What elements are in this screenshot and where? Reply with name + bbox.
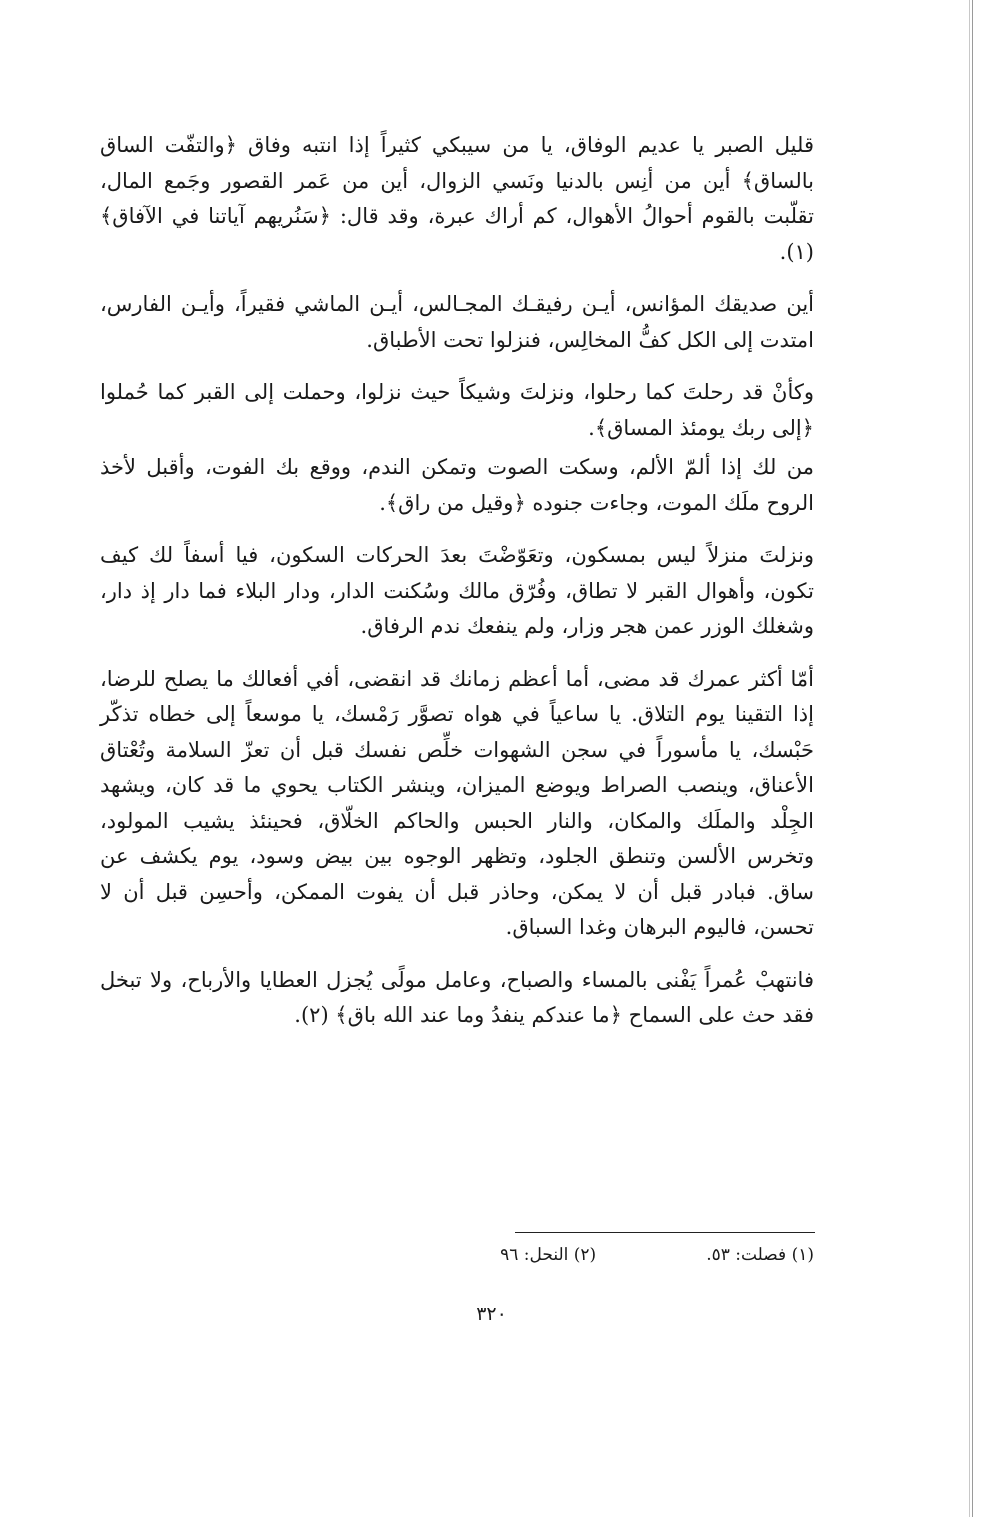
paragraph-2: أين صديقك المؤانس، أيـن رفيقـك المجـالس، أيـن الماشي فقيراً، وأيـن الفارس، امتدت إلى الكل كفُّ المخالِس، فنزلوا تحت الأطباق. bbox=[100, 292, 814, 352]
paragraph-1: قليل الصبر يا عديم الوفاق، يا من سيبكي كثيراً إذا انتبه وفاق ﴿والتفّت الساق بالساق﴾ أين من أنِس بالدنيا ونَسي الزوال، أين من عَمر القصور وجَمع المال، تقلّبت بالقوم أحوالُ الأهوال، كم أراك عبرة، وقد قال: ﴿سَنُريهم آياتنا في الآفاق﴾ (١). bbox=[100, 133, 814, 264]
paragraph-5: ونزلتَ منزلاً ليس بمسكون، وتعَوّضْتَ بعدَ الحركات السكون، فيا أسفاً لك كيف تكون، وأهوال القبر لا تطاق، وفُرّق مالك وسُكنت الدار، ودار البلاء فما دار إذ دار، وشغلك الوزر عمن هجر وزار، ولم ينفعك ندم الرفاق. bbox=[100, 543, 814, 638]
paragraph-3: وكأنْ قد رحلتَ كما رحلوا، ونزلتَ وشيكاً حيث نزلوا، وحملت إلى القبر كما حُملوا ﴿إلى ربك يومئذ المساق﴾. bbox=[100, 380, 814, 440]
footnote-separator bbox=[515, 1232, 815, 1233]
page-edge-line-inner bbox=[969, 0, 970, 1517]
paragraph-7: فانتهبْ عُمراً يَفْنى بالمساء والصباح، وعامل مولًى يُجزل العطايا والأرباح، ولا تبخل فقد حث على السماح ﴿ما عندكم ينفدُ وما عند الله باق﴾ (٢). bbox=[100, 967, 814, 1027]
footnotes bbox=[300, 1241, 814, 1269]
paragraph-4: من لك إذا ألمّ الألم، وسكت الصوت وتمكن الندم، ووقع بك الفوت، وأقبل لأخذ الروح ملَك الموت، وجاءت جنوده ﴿وقيل من راق﴾. bbox=[100, 455, 814, 515]
paragraph-6: أمّا أكثر عمرك قد مضى، أما أعظم زمانك قد انقضى، أفي أفعالك ما يصلح للرضا، إذا التقينا يوم التلاق. يا ساعياً في هواه تصوَّر رَمْسك، يا موسعاً إلى خطاه تذكّر حَبْسك، يا مأسوراً في سجن الشهوات خلِّص نفسك قبل أن تعزّ السلامة وتُعْتاق الأعناق، وينصب الصراط ويوضع الميزان، وينشر الكتاب يحوي ما قد كان، ويشهد الجِلْد والملَك والمكان، والنار الحبس والحاكم الخلّاق، فحينئذ يشيب المولود، وتخرس الألسن وتنطق الجلود، وتظهر الوجوه بين بيض وسود، يوم يكشف عن ساق. فبادر قبل أن لا يمكن، وحاذر قبل أن يفوت الممكن، وأحسِن قبل أن لا تحسن، فاليوم البرهان وغدا السباق. bbox=[100, 666, 814, 939]
footnote-2: (٢) النحل: ٩٦ bbox=[500, 1245, 597, 1265]
main-text bbox=[100, 128, 814, 1034]
page-number: ٣٢٠ bbox=[476, 1303, 507, 1325]
page-edge-line bbox=[972, 0, 973, 1517]
footnote-1: (١) فصلت: ٥٣. bbox=[706, 1245, 814, 1265]
